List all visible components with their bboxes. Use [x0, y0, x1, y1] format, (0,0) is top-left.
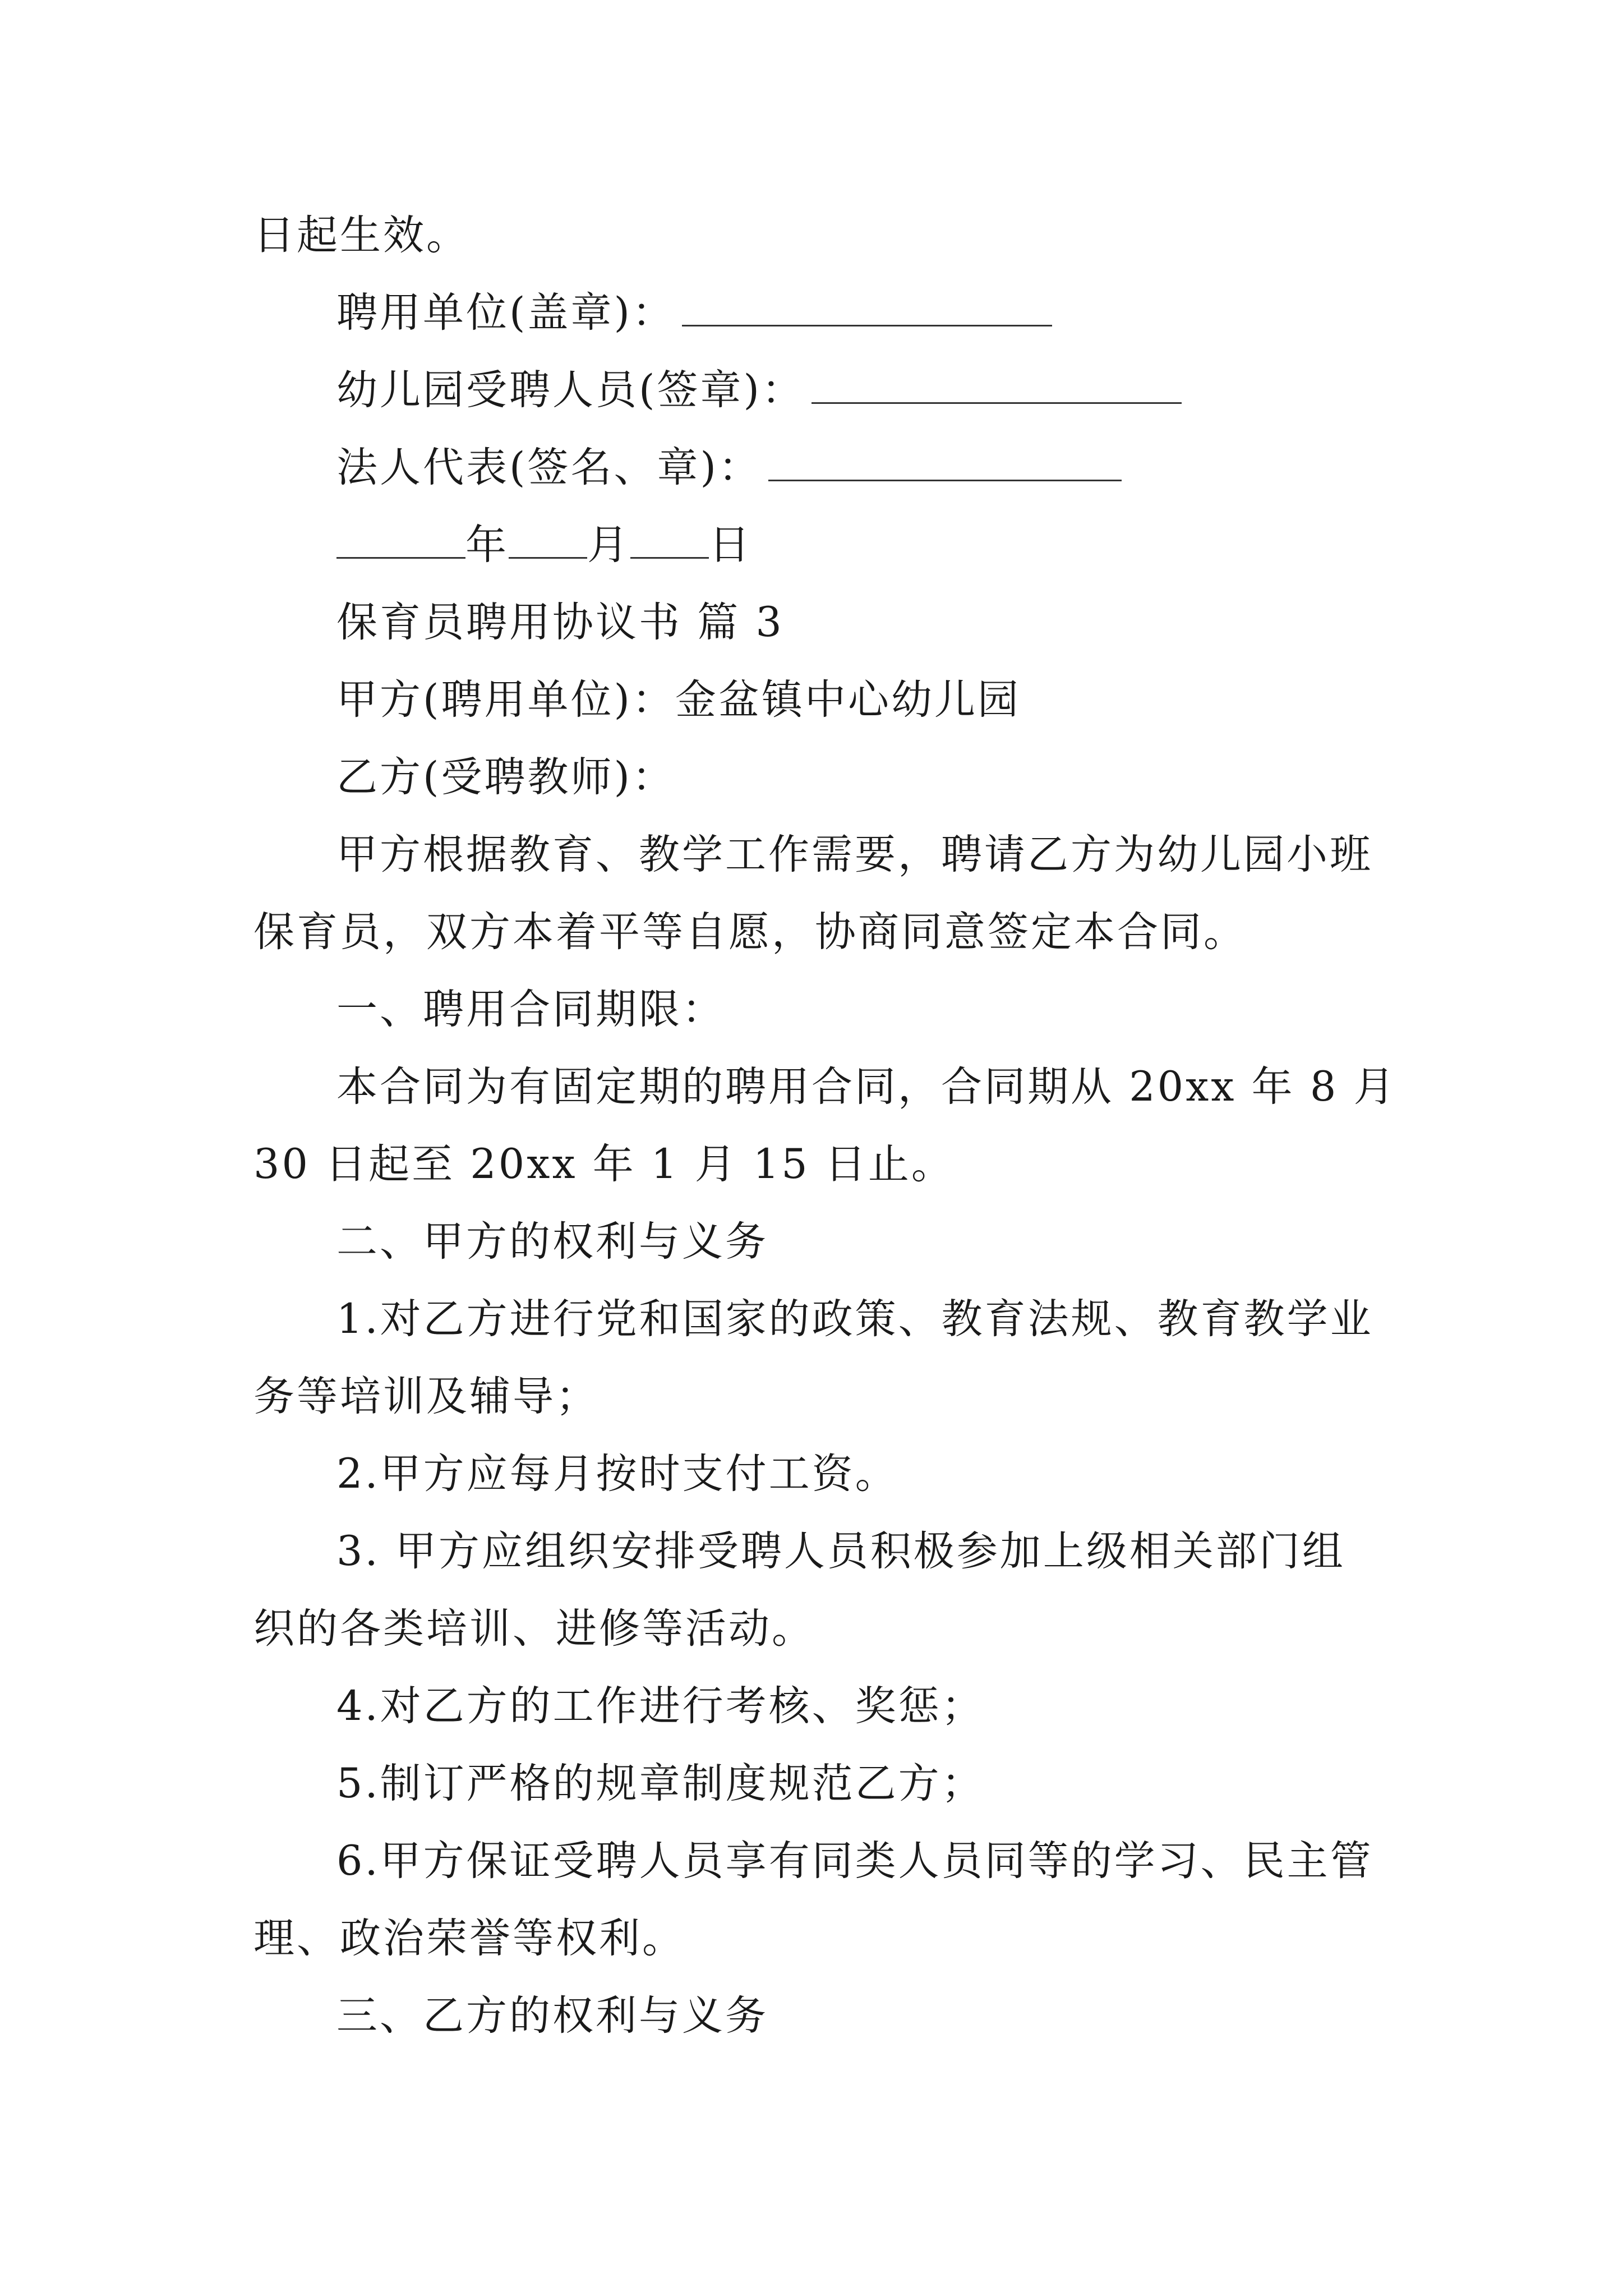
- party-a-line: 甲方(聘用单位)：金盆镇中心幼儿园: [336, 676, 1021, 724]
- text-line: 务等培训及辅导；: [253, 1373, 599, 1420]
- clause-heading: 一、聘用合同期限：: [336, 986, 725, 1033]
- text-line: 2.甲方应每月按时支付工资。: [336, 1450, 898, 1498]
- signature-blank: [768, 445, 1122, 481]
- text-line: 4.对乙方的工作进行考核、奖惩；: [336, 1682, 985, 1730]
- text-line: 甲方根据教育、教学工作需要，聘请乙方为幼儿园小班: [336, 831, 1373, 878]
- text-line: 日起生效。: [253, 211, 469, 259]
- clause-heading: 三、乙方的权利与义务: [336, 1992, 768, 2040]
- signature-blank: [811, 367, 1182, 404]
- month-blank: [509, 522, 587, 559]
- signature-line-employer: [336, 285, 1052, 341]
- field-label: 幼儿园受聘人员(签章)：: [336, 366, 805, 414]
- year-label: 年: [465, 521, 509, 569]
- party-b-line: 乙方(受聘教师)：: [336, 753, 675, 801]
- day-label: 日: [709, 521, 752, 569]
- text-line: 1.对乙方进行党和国家的政策、教育法规、教育教学业: [336, 1295, 1373, 1343]
- date-line: [336, 517, 752, 573]
- signature-blank: [682, 290, 1052, 326]
- signature-line-employee: [336, 362, 1182, 418]
- text-line: 3. 甲方应组织安排受聘人员积极参加上级相关部门组: [336, 1527, 1345, 1575]
- text-line: 6.甲方保证受聘人员享有同类人员同等的学习、民主管: [336, 1837, 1373, 1885]
- text-line: 5.制订严格的规章制度规范乙方；: [336, 1760, 985, 1807]
- month-label: 月: [587, 521, 630, 569]
- text-line: 织的各类培训、进修等活动。: [253, 1605, 815, 1653]
- clause-heading: 二、甲方的权利与义务: [336, 1218, 768, 1266]
- field-label: 聘用单位(盖章)：: [336, 289, 675, 337]
- year-blank: [336, 522, 465, 559]
- text-line: 30 日起至 20xx 年 1 月 15 日止。: [253, 1140, 955, 1188]
- text-line: 理、政治荣誉等权利。: [253, 1915, 685, 1962]
- field-label: 法人代表(签名、章)：: [336, 444, 762, 491]
- text-line: 本合同为有固定期的聘用合同，合同期从 20xx 年 8 月: [336, 1063, 1397, 1111]
- section-title: 保育员聘用协议书 篇 3: [336, 599, 784, 646]
- text-line: 保育员，双方本着平等自愿，协商同意签定本合同。: [253, 908, 1247, 956]
- signature-line-legal-rep: [336, 440, 1122, 496]
- day-blank: [630, 522, 709, 559]
